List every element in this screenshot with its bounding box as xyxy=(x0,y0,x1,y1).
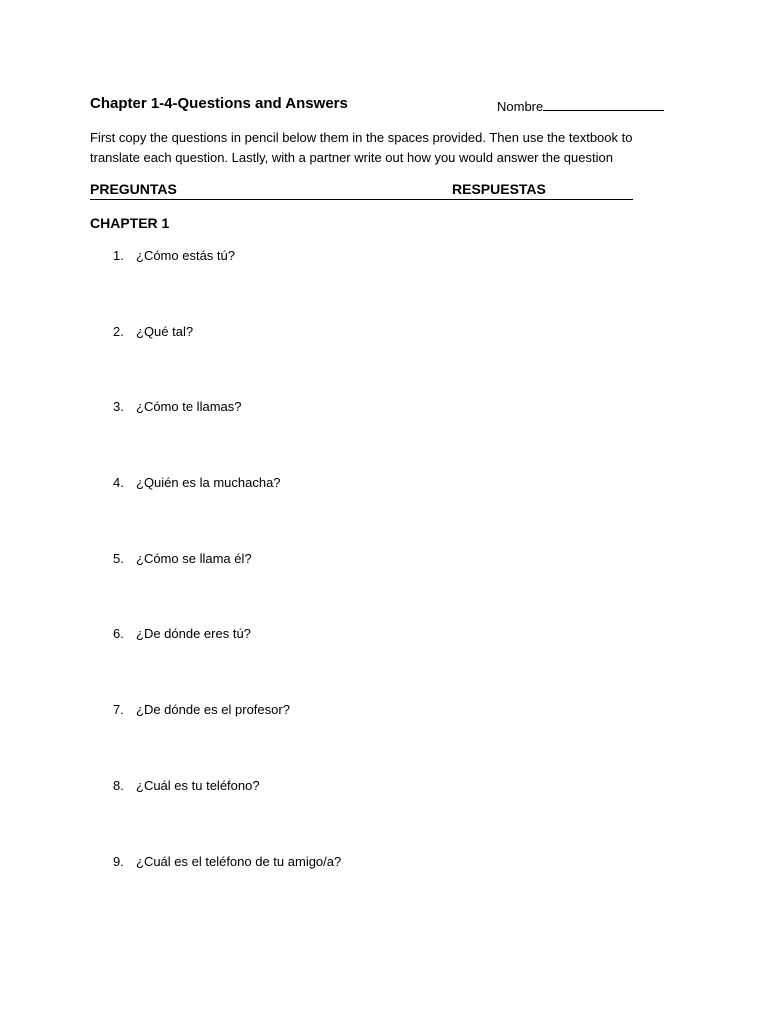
question-item xyxy=(113,626,251,641)
question-text: ¿Qué tal? xyxy=(136,324,194,339)
question-item xyxy=(113,324,193,339)
question-item xyxy=(113,778,260,793)
question-item xyxy=(113,399,241,414)
respuestas-header: RESPUESTAS xyxy=(452,181,546,197)
column-headers xyxy=(90,181,633,200)
question-item xyxy=(113,854,341,869)
question-number: 6. xyxy=(113,626,124,641)
question-text: ¿Cuál es el teléfono de tu amigo/a? xyxy=(136,854,342,869)
instructions xyxy=(90,128,690,168)
question-number: 9. xyxy=(113,854,124,869)
question-text: ¿Cómo te llamas? xyxy=(136,399,242,414)
preguntas-header: PREGUNTAS xyxy=(90,181,177,197)
name-field[interactable] xyxy=(497,98,664,114)
question-item xyxy=(113,551,252,566)
name-label: Nombre xyxy=(497,99,544,114)
question-text: ¿Cómo se llama él? xyxy=(136,551,252,566)
question-text: ¿Quién es la muchacha? xyxy=(136,475,281,490)
question-text: ¿Cómo estás tú? xyxy=(136,248,235,263)
question-number: 3. xyxy=(113,399,124,414)
question-number: 4. xyxy=(113,475,124,490)
question-number: 5. xyxy=(113,551,124,566)
question-item xyxy=(113,475,281,490)
question-number: 1. xyxy=(113,248,124,263)
question-number: 2. xyxy=(113,324,124,339)
question-text: ¿Cuál es tu teléfono? xyxy=(136,778,260,793)
chapter-heading: CHAPTER 1 xyxy=(90,215,170,231)
question-text: ¿De dónde es el profesor? xyxy=(136,702,290,717)
question-text: ¿De dónde eres tú? xyxy=(136,626,251,641)
name-blank-line[interactable] xyxy=(543,98,664,111)
question-number: 8. xyxy=(113,778,124,793)
page-title: Chapter 1-4-Questions and Answers xyxy=(90,95,348,112)
question-item xyxy=(113,702,290,717)
instructions-line-1: First copy the questions in pencil below them in the spaces provided. Then use the textbook to xyxy=(90,130,633,145)
question-item xyxy=(113,248,235,263)
question-number: 7. xyxy=(113,702,124,717)
instructions-line-2: translate each question. Lastly, with a partner write out how you would answer the question xyxy=(90,150,613,165)
